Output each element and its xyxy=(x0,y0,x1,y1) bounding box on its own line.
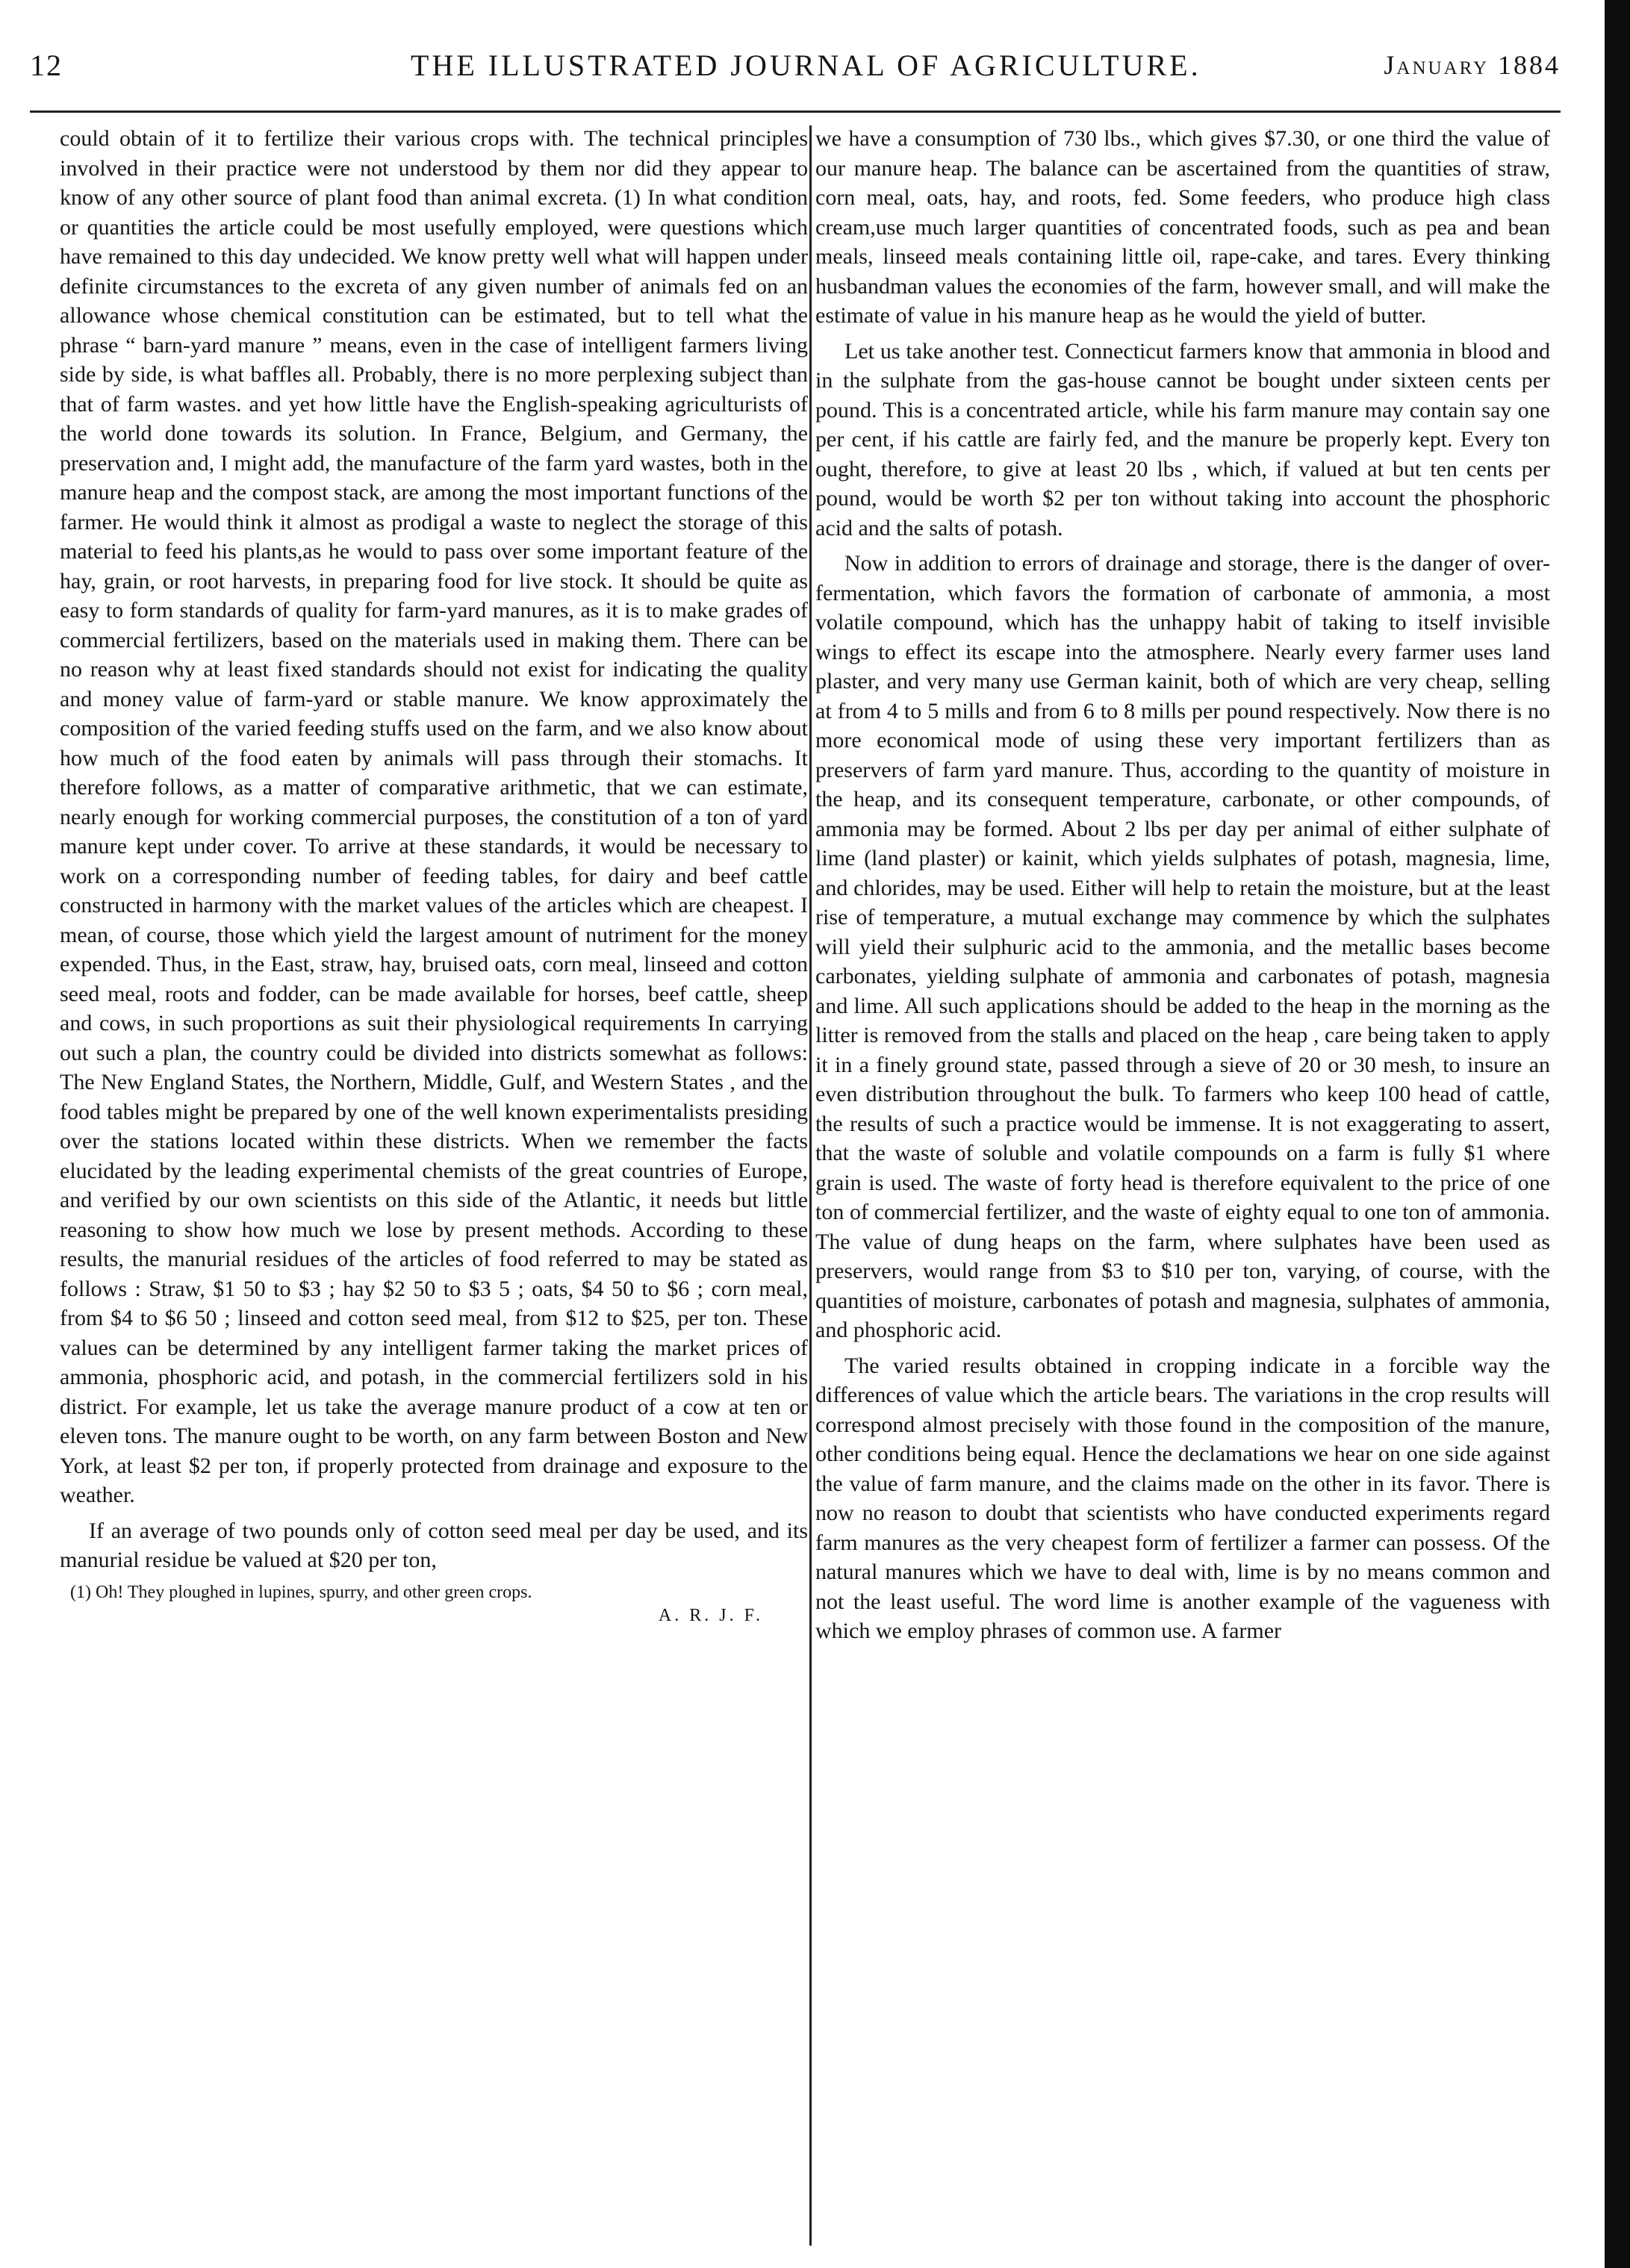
page-number: 12 xyxy=(30,49,63,82)
article-paragraph: Let us take another test. Connecticut farmers know that ammonia in blood and in the sulphate from the gas-house cannot be bought under sixteen cents per pound. This is a concentrated article, while his farm manure may contain say one per cent, if his cattle are fairly fed, and the manure be properly kept. Every ton ought, therefore, to give at least 20 lbs , which, if valued at but ten cents per pound, would be worth $2 per ton without taking into account the phosphoric acid and the salts of potash. xyxy=(815,338,1550,540)
scan-edge-bar xyxy=(1605,0,1630,2268)
footnote: (1) Oh! They ploughed in lupines, spurry, and other green crops. xyxy=(70,1582,532,1602)
left-column xyxy=(60,124,808,1627)
issue-date: January 1884 xyxy=(1384,50,1561,80)
article-paragraph: The varied results obtained in cropping indicate in a forcible way the differences of value which the article bears. The variations in the crop results will correspond almost precisely with those found in the composition of the manure, other conditions being equal. Hence the declamations we hear on one side against the value of farm manure, and the claims made on the other in its favor. There is now no reason to doubt that scientists who have conducted experiments regard farm manures as the very cheapest form of fertilizer a farmer can possess. Of the natural manures which we have to deal with, lime is by no means common and not the least useful. The word lime is another example of the vagueness with which we employ phrases of common use. A farmer xyxy=(815,1353,1550,1643)
article-paragraph: If an average of two pounds only of cotton seed meal per day be used, and its manurial residue be valued at $20 per ton, xyxy=(60,1518,808,1572)
article-paragraph: we have a consumption of 730 lbs., which gives $7.30, or one third the value of our manure heap. The balance can be ascertained from the quantities of straw, corn meal, oats, hay, and roots, fed. Some feeders, who produce high class cream,use much larger quantities of concentrated foods, such as pea and bean meals, linseed meals containing little oil, rape-cake, and tares. Every thinking husbandman values the economies of the farm, however small, and will make the estimate of value in his manure heap as he would the yield of butter. xyxy=(815,126,1550,328)
footnote-signature: A. R. J. F. xyxy=(658,1605,763,1625)
article-paragraph: could obtain of it to fertilize their various crops with. The technical principles involved in their practice were not understood by them nor did they appear to know of any other source of plant food than animal excreta. (1) In what condition or quantities the article could be most usefully employed, were questions which have remained to this day undecided. We know pretty well what will happen under definite circumstances to the excreta of any given number of animals fed on an allowance whose chemical constitution can be estimated, but to tell what the phrase “ barn-yard manure ” means, even in the case of intelligent farmers living side by side, is what baffles all. Probably, there is no more perplexing subject than that of farm wastes. and yet how little have the English-speaking agriculturists of the world done towards its solution. In France, Belgium, and Germany, the preservation and, I might add, the manufacture of the farm yard wastes, both in the manure heap and the compost stack, are among the most important functions of the farmer. He would think it almost as prodigal a waste to neglect the storage of this material to feed his plants,as he would to pass over some important feature of the hay, grain, or root harvests, in preparing food for live stock. It should be quite as easy to form standards of quality for farm-yard manures, as it is to make grades of commercial fertilizers, based on the materials used in making them. There can be no reason why at least fixed standards should not exist for indicating the quality and money value of farm-yard or stable manure. We know approximately the composition of the varied feeding stuffs used on the farm, and we also know about how much of the food eaten by animals will pass through their stomachs. It therefore follows, as a matter of comparative arithmetic, that we can estimate, nearly enough for working commercial purposes, the constitution of a ton of yard manure kept under cover. To arrive at these standards, it would be necessary to work on a corresponding number of feeding tables, for dairy and beef cattle constructed in harmony with the market values of the articles which are cheapest. I mean, of course, those which yield the largest amount of nutriment for the money expended. Thus, in the East, straw, hay, bruised oats, corn meal, linseed and cotton seed meal, roots and fodder, can be made available for horses, beef cattle, sheep and cows, in such proportions as suit their physiological requirements In carrying out such a plan, the country could be divided into districts somewhat as follows: The New England States, the Northern, Middle, Gulf, and Western States , and the food tables might be prepared by one of the well known experimentalists presiding over the stations located within these districts. When we remember the facts elucidated by the leading experimental chemists of the great countries of Europe, and verified by our own scientists on this side of the Atlantic, it needs but little reasoning to show how much we lose by present methods. According to these results, the manurial residues of the articles of food referred to may be stated as follows : Straw, $1 50 to $3 ; hay $2 50 to $3 5 ; oats, $4 50 to $6 ; corn meal, from $4 to $6 50 ; linseed and cotton seed meal, from $12 to $25, per ton. These values can be determined by any intelligent farmer taking the market prices of ammonia, phosphoric acid, and potash, in the commercial fertilizers sold in his district. For example, let us take the average manure product of a cow at ten or eleven tons. The manure ought to be worth, on any farm between Boston and New York, at least $2 per ton, if properly protected from drainage and exposure to the weather. xyxy=(60,126,808,1507)
page-header xyxy=(30,42,1561,87)
right-column xyxy=(815,124,1550,1652)
journal-title: THE ILLUSTRATED JOURNAL OF AGRICULTURE. xyxy=(411,49,1201,82)
article-paragraph: Now in addition to errors of drainage and storage, there is the danger of over-fermentation, which favors the formation of carbonate of ammonia, a most volatile compound, which has the unhappy habit of taking to itself invisible wings to effect its escape into the atmosphere. Nearly every farmer uses land plaster, and very many use German kainit, both of which are very cheap, selling at from 4 to 5 mills and from 6 to 8 mills per pound respectively. Now there is no more economical mode of using these very important fertilizers than as preservers of farm yard manure. Thus, according to the quantity of moisture in the heap, and its consequent temperature, carbonate, or other compounds, of ammonia may be formed. About 2 lbs per day per animal of either sulphate of lime (land plaster) or kainit, which yields sulphates of potash, magnesia, lime, and chlorides, may be used. Either will help to retain the moisture, but at the least rise of temperature, a mutual exchange may commence by which the sulphates will yield their sulphuric acid to the ammonia, and the metallic bases become carbonates, yielding sulphate of ammonia and carbonates of potash, magnesia and lime. All such applications should be added to the heap in the morning as the litter is removed from the stalls and placed on the heap , care being taken to apply it in a finely ground state, passed through a sieve of 20 or 30 mesh, to insure an even distribution throughout the bulk. To farmers who keep 100 head of cattle, the results of such a practice would be immense. It is not exaggerating to assert, that the waste of soluble and volatile compounds on a farm is fully $1 where grain is used. The waste of forty head is therefore equivalent to the price of one ton of commercial fertilizer, and the waste of eighty equal to one ton of ammonia. The value of dung heaps on the farm, where sulphates have been used as preservers, would range from $3 to $10 per ton, varying, of course, with the quantities of moisture, carbonates of potash and magnesia, sulphates of ammonia, and phosphoric acid. xyxy=(815,551,1550,1342)
column-divider xyxy=(809,125,812,2246)
header-rule xyxy=(30,110,1561,113)
